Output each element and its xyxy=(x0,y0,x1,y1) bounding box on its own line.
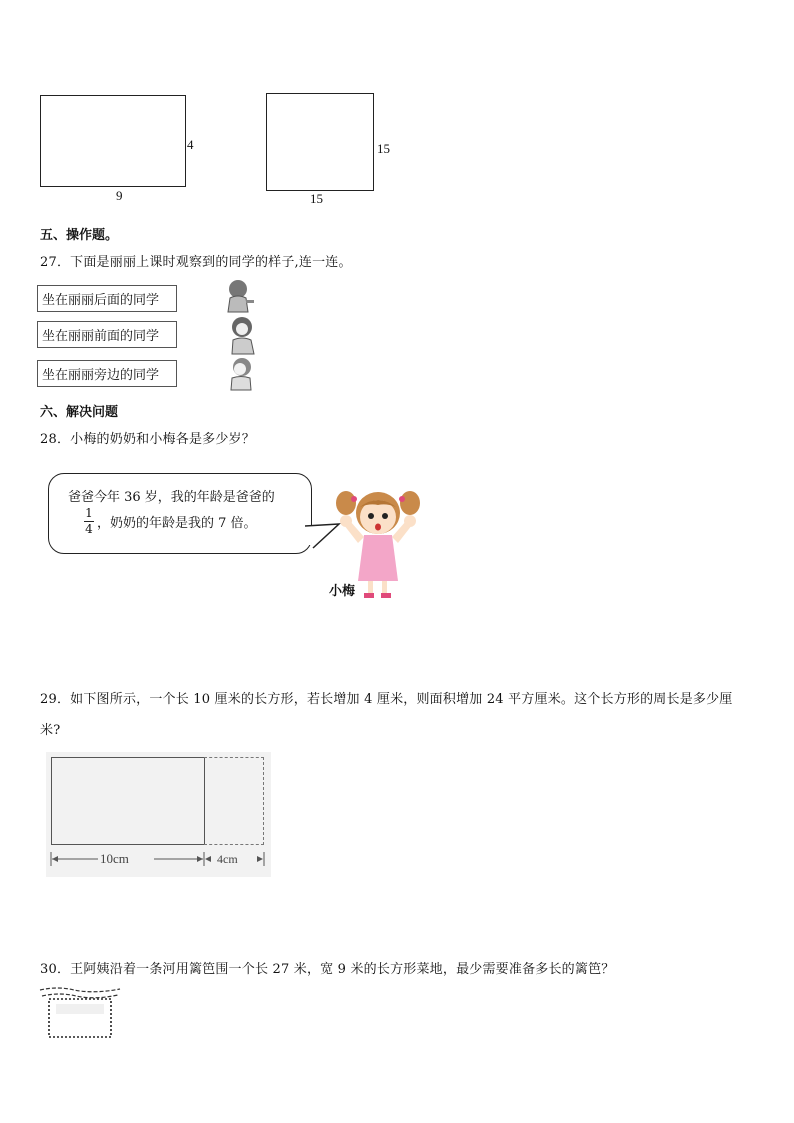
q30-fence-garden-figure xyxy=(38,984,128,1042)
square-figure-2 xyxy=(266,93,374,191)
question-28: 28．小梅的奶奶和小梅各是多少岁？ xyxy=(40,432,255,447)
option-front[interactable]: 坐在丽丽前面的同学 xyxy=(37,321,177,348)
rect1-height-label: 4 xyxy=(187,137,194,152)
rect2-height-label: 15 xyxy=(377,141,390,156)
fraction-numerator: 1 xyxy=(85,506,93,520)
q29-length-label-10cm: 10cm xyxy=(100,851,129,866)
rectangle-figure-1 xyxy=(40,95,186,187)
bubble-line-1: 爸爸今年 36 岁，我的年龄是爸爸的 xyxy=(68,490,275,505)
bubble-line-2-row xyxy=(84,507,257,536)
question-30: 30．王阿姨沿着一条河用篱笆围一个长 27 米，宽 9 米的长方形菜地，最少需要准备多长的篱笆？ xyxy=(40,962,615,977)
question-29-line-2: 米? xyxy=(40,723,61,738)
classmate-front-girl-image[interactable] xyxy=(228,316,258,356)
fraction-one-quarter xyxy=(84,507,94,536)
question-29-line-1: 29．如下图所示，一个长 10 厘米的长方形，若长增加 4 厘米，则面积增加 24 平方厘米。这个长方形的周长是多少厘 xyxy=(40,692,733,707)
fraction-denominator: 4 xyxy=(85,522,93,536)
section-5-title: 五、操作题。 xyxy=(40,228,119,243)
character-name-label: 小梅 xyxy=(329,584,356,599)
rect1-width-label: 9 xyxy=(116,188,123,203)
rect2-width-label: 15 xyxy=(310,191,323,206)
question-27: 27．下面是丽丽上课时观察到的同学的样子,连一连。 xyxy=(40,255,352,270)
bubble-line-2: ，奶奶的年龄是我的 7 倍。 xyxy=(97,516,257,531)
q29-length-label-4cm: 4cm xyxy=(217,852,238,866)
option-beside[interactable]: 坐在丽丽旁边的同学 xyxy=(37,360,177,387)
classmate-side-boy-image[interactable] xyxy=(226,356,256,392)
q29-extension-rectangle xyxy=(204,757,264,845)
option-behind[interactable]: 坐在丽丽后面的同学 xyxy=(37,285,177,312)
section-6-title: 六、解决问题 xyxy=(40,405,119,420)
q29-original-rectangle xyxy=(51,757,205,845)
classmate-back-view-image[interactable] xyxy=(222,278,256,314)
